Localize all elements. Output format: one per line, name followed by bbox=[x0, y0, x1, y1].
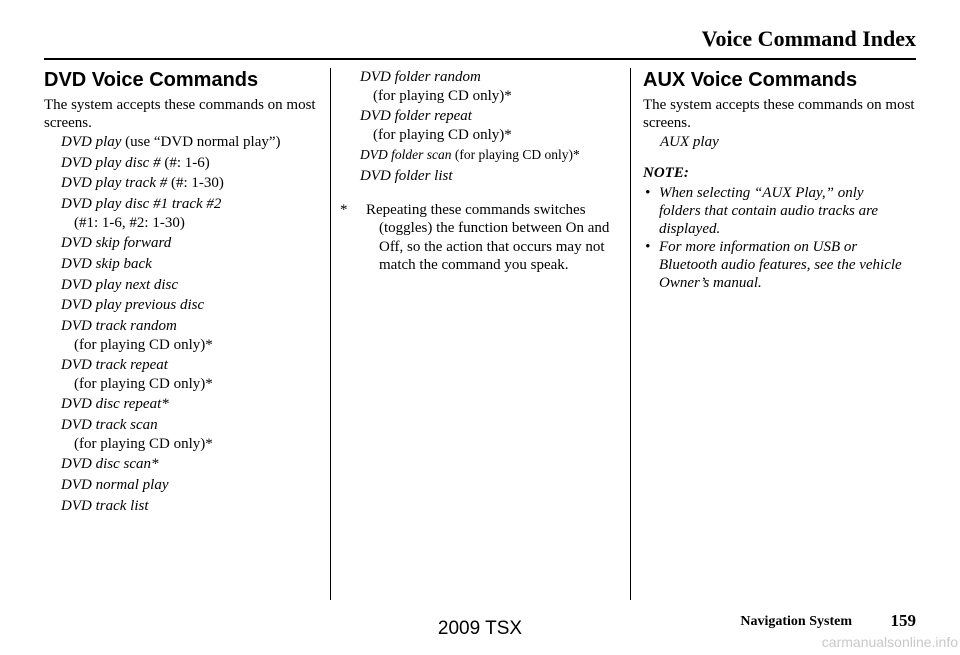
command-item: DVD folder repeat (for playing CD only)* bbox=[360, 108, 512, 143]
page-header-title: Voice Command Index bbox=[701, 26, 916, 51]
note-item: • For more information on USB or Bluetooth audio features, see the vehicle Owner’s manual. bbox=[645, 239, 902, 291]
footnote bbox=[340, 201, 620, 275]
note-label: NOTE: bbox=[643, 165, 689, 181]
command-item: DVD track scan (for playing CD only)* bbox=[61, 417, 213, 452]
command-item: DVD track list bbox=[61, 497, 149, 514]
command-item: DVD play track # (#: 1-30) bbox=[61, 175, 224, 192]
command-item: DVD play disc # (#: 1-6) bbox=[61, 154, 210, 171]
command-item: DVD folder scan (for playing CD only)* bbox=[360, 147, 580, 163]
aux-section-heading: AUX Voice Commands bbox=[643, 69, 858, 91]
footnote-text: Repeating these commands switches (toggles) the function between On and Off, so the action that occurs may not match the command you speak. bbox=[366, 201, 610, 274]
command-item: DVD folder random (for playing CD only)* bbox=[360, 69, 512, 104]
aux-commands-column bbox=[643, 68, 923, 292]
bullet-icon: • bbox=[645, 185, 651, 201]
command-item: DVD track repeat (for playing CD only)* bbox=[61, 357, 213, 392]
command-item: DVD play disc #1 track #2 (#1: 1-6, #2: 1-30) bbox=[61, 196, 222, 231]
bullet-icon: • bbox=[645, 239, 651, 255]
command-item: DVD normal play bbox=[61, 476, 169, 493]
footnote-mark: * bbox=[340, 201, 348, 218]
command-item: DVD skip back bbox=[61, 255, 152, 272]
command-item: DVD skip forward bbox=[61, 235, 172, 252]
dvd-commands-column bbox=[44, 68, 322, 517]
command-item: DVD play (use “DVD normal play”) bbox=[61, 134, 281, 150]
command-item: DVD disc repeat* bbox=[61, 396, 169, 413]
header-rule bbox=[44, 58, 916, 60]
note-list bbox=[643, 184, 923, 292]
column-divider bbox=[330, 68, 331, 600]
note-item: • When selecting “AUX Play,” only folders that contain audio tracks are displayed. bbox=[645, 185, 879, 237]
dvd-commands-continued-column bbox=[340, 68, 620, 275]
footer-section-label: Navigation System bbox=[740, 614, 852, 629]
command-item: DVD disc scan* bbox=[61, 456, 159, 473]
dvd-intro-text: The system accepts these commands on most screens. bbox=[44, 97, 316, 131]
page-number: 159 bbox=[890, 611, 916, 630]
command-item: DVD folder list bbox=[360, 168, 453, 185]
watermark: carmanualsonline.info bbox=[821, 634, 958, 650]
command-item: DVD play next disc bbox=[61, 276, 179, 293]
dvd-section-heading: DVD Voice Commands bbox=[44, 69, 259, 91]
command-item: DVD play previous disc bbox=[61, 297, 205, 314]
aux-intro-text: The system accepts these commands on most screens. bbox=[643, 97, 915, 131]
command-item: DVD track random (for playing CD only)* bbox=[61, 318, 213, 353]
footer-model-label: 2009 TSX bbox=[437, 618, 523, 639]
command-item: AUX play bbox=[660, 134, 719, 150]
column-divider bbox=[630, 68, 631, 600]
